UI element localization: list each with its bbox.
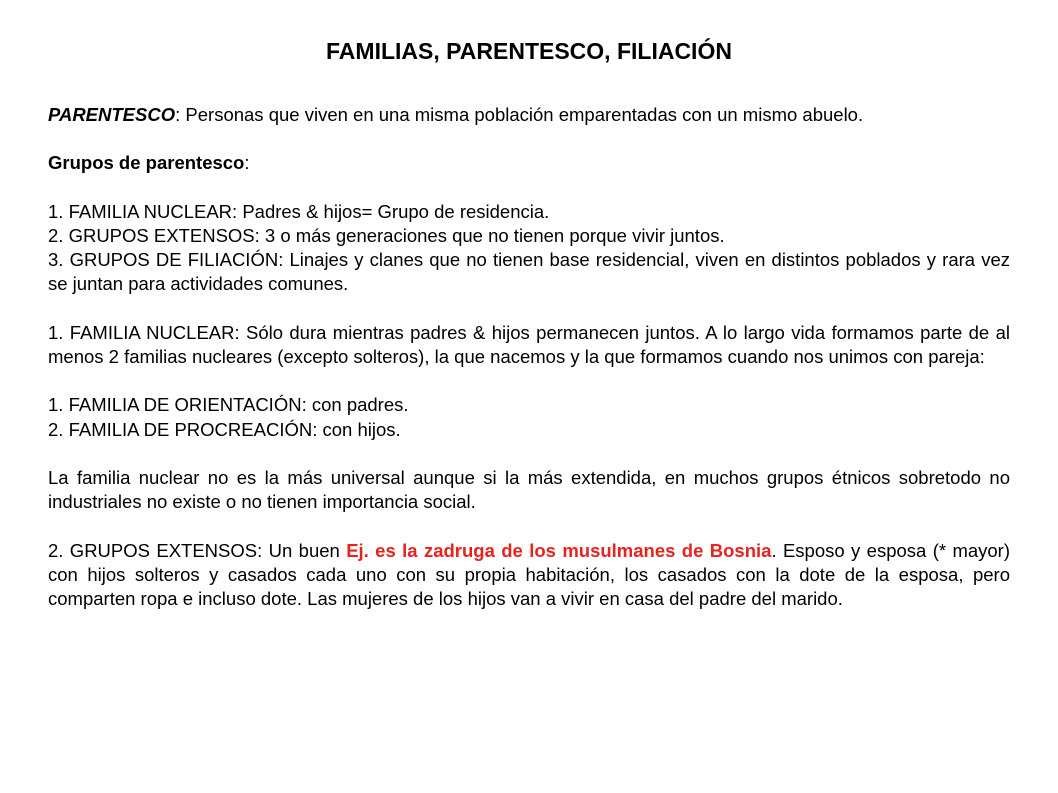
grupos-suffix: : [244, 152, 250, 174]
extensos-rest: . Esposo y esposa (* mayor) con hijos solteros y casados cada uno con su propia habitación, los casados con la dote de la esposa, pero comparten ropa e incluso dote. Las mujeres de los hijos van a vivir en casa del padre del marido. [48, 539, 1011, 609]
list-item: 2. FAMILIA DE PROCREACIÓN: con hijos. [48, 418, 401, 440]
grupos-heading [48, 151, 1010, 175]
grupos-label: Grupos de parentesco [48, 152, 245, 174]
family-types-list [48, 393, 1010, 441]
parentesco-text: : Personas que viven en una misma población emparentadas con un mismo abuelo. [175, 104, 864, 125]
extensos-lead: 2. GRUPOS EXTENSOS: Un buen [48, 539, 347, 561]
nuclear-paragraph: 1. FAMILIA NUCLEAR: Sólo dura mientras padres & hijos permanecen juntos. A lo largo vida formamos parte de al menos 2 familias nucleares (excepto solteros), la que nacemos y la que formamos cuando nos unimos con pareja: [48, 321, 1010, 367]
page-title: FAMILIAS, PARENTESCO, FILIACIÓN [326, 38, 732, 64]
list-item: 1. FAMILIA DE ORIENTACIÓN: con padres. [48, 394, 409, 416]
list-item: 1. FAMILIA NUCLEAR: Padres & hijos= Grupo de residencia. [48, 200, 550, 222]
list-item: 3. GRUPOS DE FILIACIÓN: Linajes y clanes que no tienen base residencial, viven en distintos poblados y rara vez se juntan para actividades comunes. [48, 249, 1010, 295]
list-item: 2. GRUPOS EXTENSOS: 3 o más generaciones que no tienen porque vivir juntos. [48, 224, 725, 246]
grupos-list [48, 200, 1010, 297]
parentesco-definition [48, 103, 1010, 127]
slide-body [48, 103, 1010, 611]
extensos-paragraph [48, 539, 1010, 612]
parentesco-label: PARENTESCO [48, 104, 176, 125]
universal-paragraph: La familia nuclear no es la más universal aunque si la más extendida, en muchos grupos étnicos sobretodo no industriales no existe o no tienen importancia social. [48, 466, 1010, 513]
extensos-highlight: Ej. es la zadruga de los musulmanes de Bosnia [346, 539, 772, 561]
